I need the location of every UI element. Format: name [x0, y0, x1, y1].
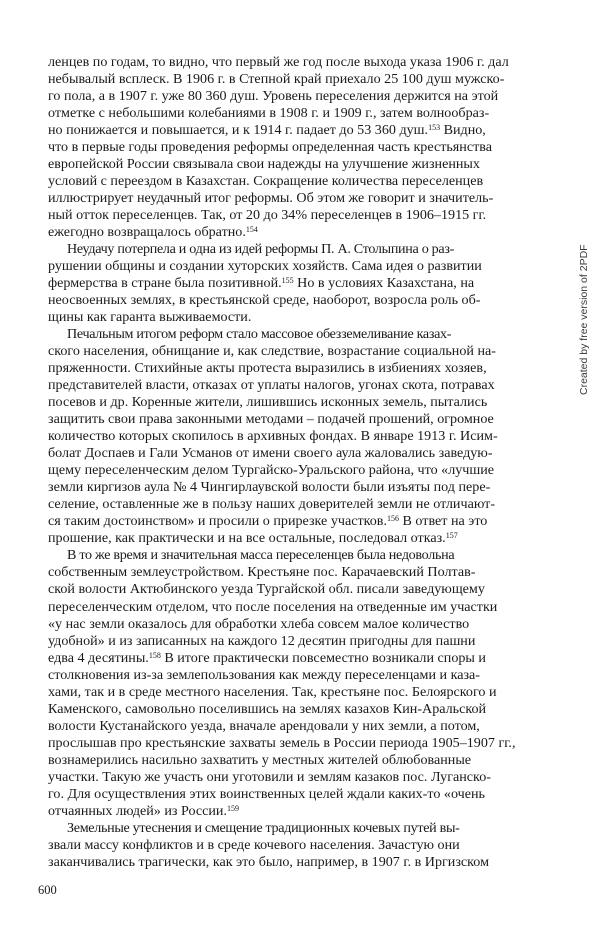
line-text: прошение, как практически и на все остальные, последовал отказ.: [48, 530, 446, 547]
line-text: пряженности. Стихийные акты протеста выразились в избиениях хозяев,: [48, 360, 487, 377]
line-text: представителей власти, отказах от уплаты налогов, угонах скота, потравах: [48, 377, 495, 394]
text-line: [48, 735, 555, 752]
text-line: [48, 105, 555, 122]
line-text: собственным землеустройством. Крестьяне пос. Карачаевский Полтав-: [48, 564, 476, 581]
text-line: [48, 599, 555, 616]
text-line: [48, 207, 555, 224]
footnote-ref: 156: [386, 514, 399, 524]
watermark-note: Created by free version of 2PDF: [578, 244, 590, 395]
text-line: [48, 854, 555, 871]
line-text: В то же время и значительная масса переселенцев была недовольна: [67, 547, 455, 564]
line-text: «у нас земли оказалось для обработки хлеба совсем малое количество: [48, 615, 470, 632]
line-text: В итоге практически повсеместно возникали споры и: [160, 649, 486, 666]
line-text: Видно,: [440, 122, 486, 139]
text-line: [48, 547, 555, 564]
text-line: [48, 224, 555, 241]
text-line: [48, 616, 555, 633]
text-line: [48, 803, 555, 820]
line-text: защитить свои права законными методами – подачей прошений, огромное: [48, 411, 494, 428]
line-text: заканчивались трагически, как это было, например, в 1907 г. в Иргизском: [48, 853, 489, 870]
footnote-ref: 159: [227, 803, 239, 813]
line-text: ный отток переселенцев. Так, от 20 до 34% переселенцев в 1906–1915 гг.: [48, 207, 487, 224]
line-text: неосвоенных землях, в крестьянской среде, наоборот, возросла роль об-: [48, 292, 481, 309]
line-text: переселенческим отделом, что после поселения на отведенные им участки: [48, 598, 498, 615]
line-text: небывалый всплеск. В 1906 г. в Степной край приехало 25 100 душ мужско-: [48, 71, 505, 88]
line-text: ского населения, обнищание и, как следствие, возрастание социальной на-: [48, 343, 496, 360]
text-line: [48, 428, 555, 445]
text-line: [48, 667, 555, 684]
line-text: ежегодно возвращалось обратно.: [48, 224, 246, 241]
text-line: [48, 54, 555, 71]
text-line: [48, 190, 555, 207]
line-text: В ответ на это: [398, 513, 488, 530]
line-text: волости Кустанайского уезда, вначале арендовали у них земли, а потом,: [48, 717, 480, 734]
line-text: ской волости Актюбинского уезда Тургайской обл. писали заведующему: [48, 581, 485, 598]
footnote-ref: 155: [281, 276, 294, 286]
body-text: [48, 54, 555, 871]
line-text: щему переселенческим делом Тургайско-Уральского района, что «лучшие: [48, 462, 495, 479]
line-text: едва 4 десятины.: [48, 649, 149, 666]
text-line: [48, 445, 555, 462]
line-text: ся таким достоинством» и просили о прирезке участков.: [48, 513, 387, 530]
text-line: [48, 411, 555, 428]
text-line: [48, 633, 555, 650]
page-number: 600: [38, 883, 57, 897]
line-text: щины как гаранта выживаемости.: [48, 309, 252, 326]
text-line: [48, 701, 555, 718]
line-text: удобной» и из записанных на каждого 12 десятин пригодны для пашни: [48, 632, 476, 649]
line-text: что в первые годы проведения реформы определенная часть крестьянства: [48, 139, 492, 156]
line-text: отчаянных людей» из России.: [48, 802, 227, 819]
text-line: [48, 462, 555, 479]
line-text: количество которых скопилось в архивных фондах. В январе 1913 г. Исим-: [48, 428, 498, 445]
footnote-ref: 158: [148, 650, 161, 660]
line-text: го. Для осуществления этих воинственных целей ждали каких-то «очень: [48, 785, 485, 802]
text-line: [48, 275, 555, 292]
text-line: [48, 241, 555, 258]
line-text: столкновения из-за землепользования как между переселенцами и каза-: [48, 666, 480, 683]
line-text: звали массу конфликтов и в среде кочевого населения. Зачастую они: [48, 836, 460, 853]
line-text: участки. Такую же участь они уготовили и землям казаков пос. Луганско-: [48, 768, 491, 785]
text-line: [48, 139, 555, 156]
line-text: Печальным итогом реформ стало массовое обезземеливание казах-: [67, 326, 452, 343]
text-line: [48, 258, 555, 275]
text-line: [48, 394, 555, 411]
text-line: [48, 173, 555, 190]
line-text: но понижается и повышается, и к 1914 г. падает до 53 360 душ.: [48, 122, 429, 139]
line-text: фермерства в стране была позитивной.: [48, 275, 282, 292]
line-text: посевов и др. Коренные жители, лишившись исконных земель, пытались: [48, 394, 488, 411]
text-line: [48, 156, 555, 173]
line-text: болат Доспаев и Гали Усманов от имени своего аула жаловались заведую-: [48, 445, 493, 462]
text-line: [48, 650, 555, 667]
text-line: [48, 513, 555, 530]
line-text: хами, так и в среде местного населения. Так, крестьяне пос. Белоярского и: [48, 683, 497, 700]
text-line: [48, 820, 555, 837]
footnote-ref: 157: [445, 531, 458, 541]
line-text: рушении общины и создании хуторских хозяйств. Сама идея о развитии: [48, 258, 482, 275]
text-line: [48, 718, 555, 735]
text-line: [48, 530, 555, 547]
footnote-ref: 153: [428, 123, 441, 133]
line-text: прослышав про крестьянские захваты земель в России периода 1905–1907 гг.,: [48, 734, 516, 751]
text-line: [48, 309, 555, 326]
line-text: европейской России связывала свои надежды на улучшение жизненных: [48, 156, 480, 173]
line-text: Земельные утеснения и смещение традиционных кочевых путей вы-: [67, 819, 460, 836]
text-line: [48, 343, 555, 360]
line-text: Неудачу потерпела и одна из идей реформы П. А. Столыпина о раз-: [67, 241, 455, 258]
text-line: [48, 360, 555, 377]
text-line: [48, 786, 555, 803]
line-text: отметке с небольшими колебаниями в 1908 г. и 1909 г., затем волнообраз-: [48, 105, 490, 122]
text-line: [48, 581, 555, 598]
text-line: [48, 684, 555, 701]
line-text: Каменского, самовольно поселившись на землях казахов Кин-Аральской: [48, 700, 487, 717]
line-text: условий с переездом в Казахстан. Сокращение количества переселенцев: [48, 173, 484, 190]
text-line: [48, 326, 555, 343]
text-line: [48, 769, 555, 786]
line-text: селение, оставленные же в пользу наших доверителей земли не отличают-: [48, 496, 496, 513]
line-text: го пола, а в 1907 г. уже 80 360 душ. Уровень переселения держится на этой: [48, 88, 499, 105]
footnote-ref: 154: [245, 225, 258, 235]
text-line: [48, 564, 555, 581]
text-line: [48, 752, 555, 769]
text-line: [48, 292, 555, 309]
line-text: ленцев по годам, то видно, что первый же год после выхода указа 1906 г. дал: [48, 54, 509, 70]
line-text: вознамерились насильно захватить у местных жителей облюбованные: [48, 751, 472, 768]
text-line: [48, 122, 555, 139]
text-line: [48, 837, 555, 854]
text-line: [48, 71, 555, 88]
line-text: земли киргизов аула № 4 Чингирлаувской волости были изъяты под пере-: [48, 479, 491, 496]
text-line: [48, 88, 555, 105]
text-line: [48, 496, 555, 513]
line-text: Но в условиях Казахстана, на: [293, 275, 475, 292]
text-line: [48, 479, 555, 496]
text-line: [48, 377, 555, 394]
line-text: иллюстрирует неудачный итог реформы. Об этом же говорит и значитель-: [48, 190, 494, 207]
